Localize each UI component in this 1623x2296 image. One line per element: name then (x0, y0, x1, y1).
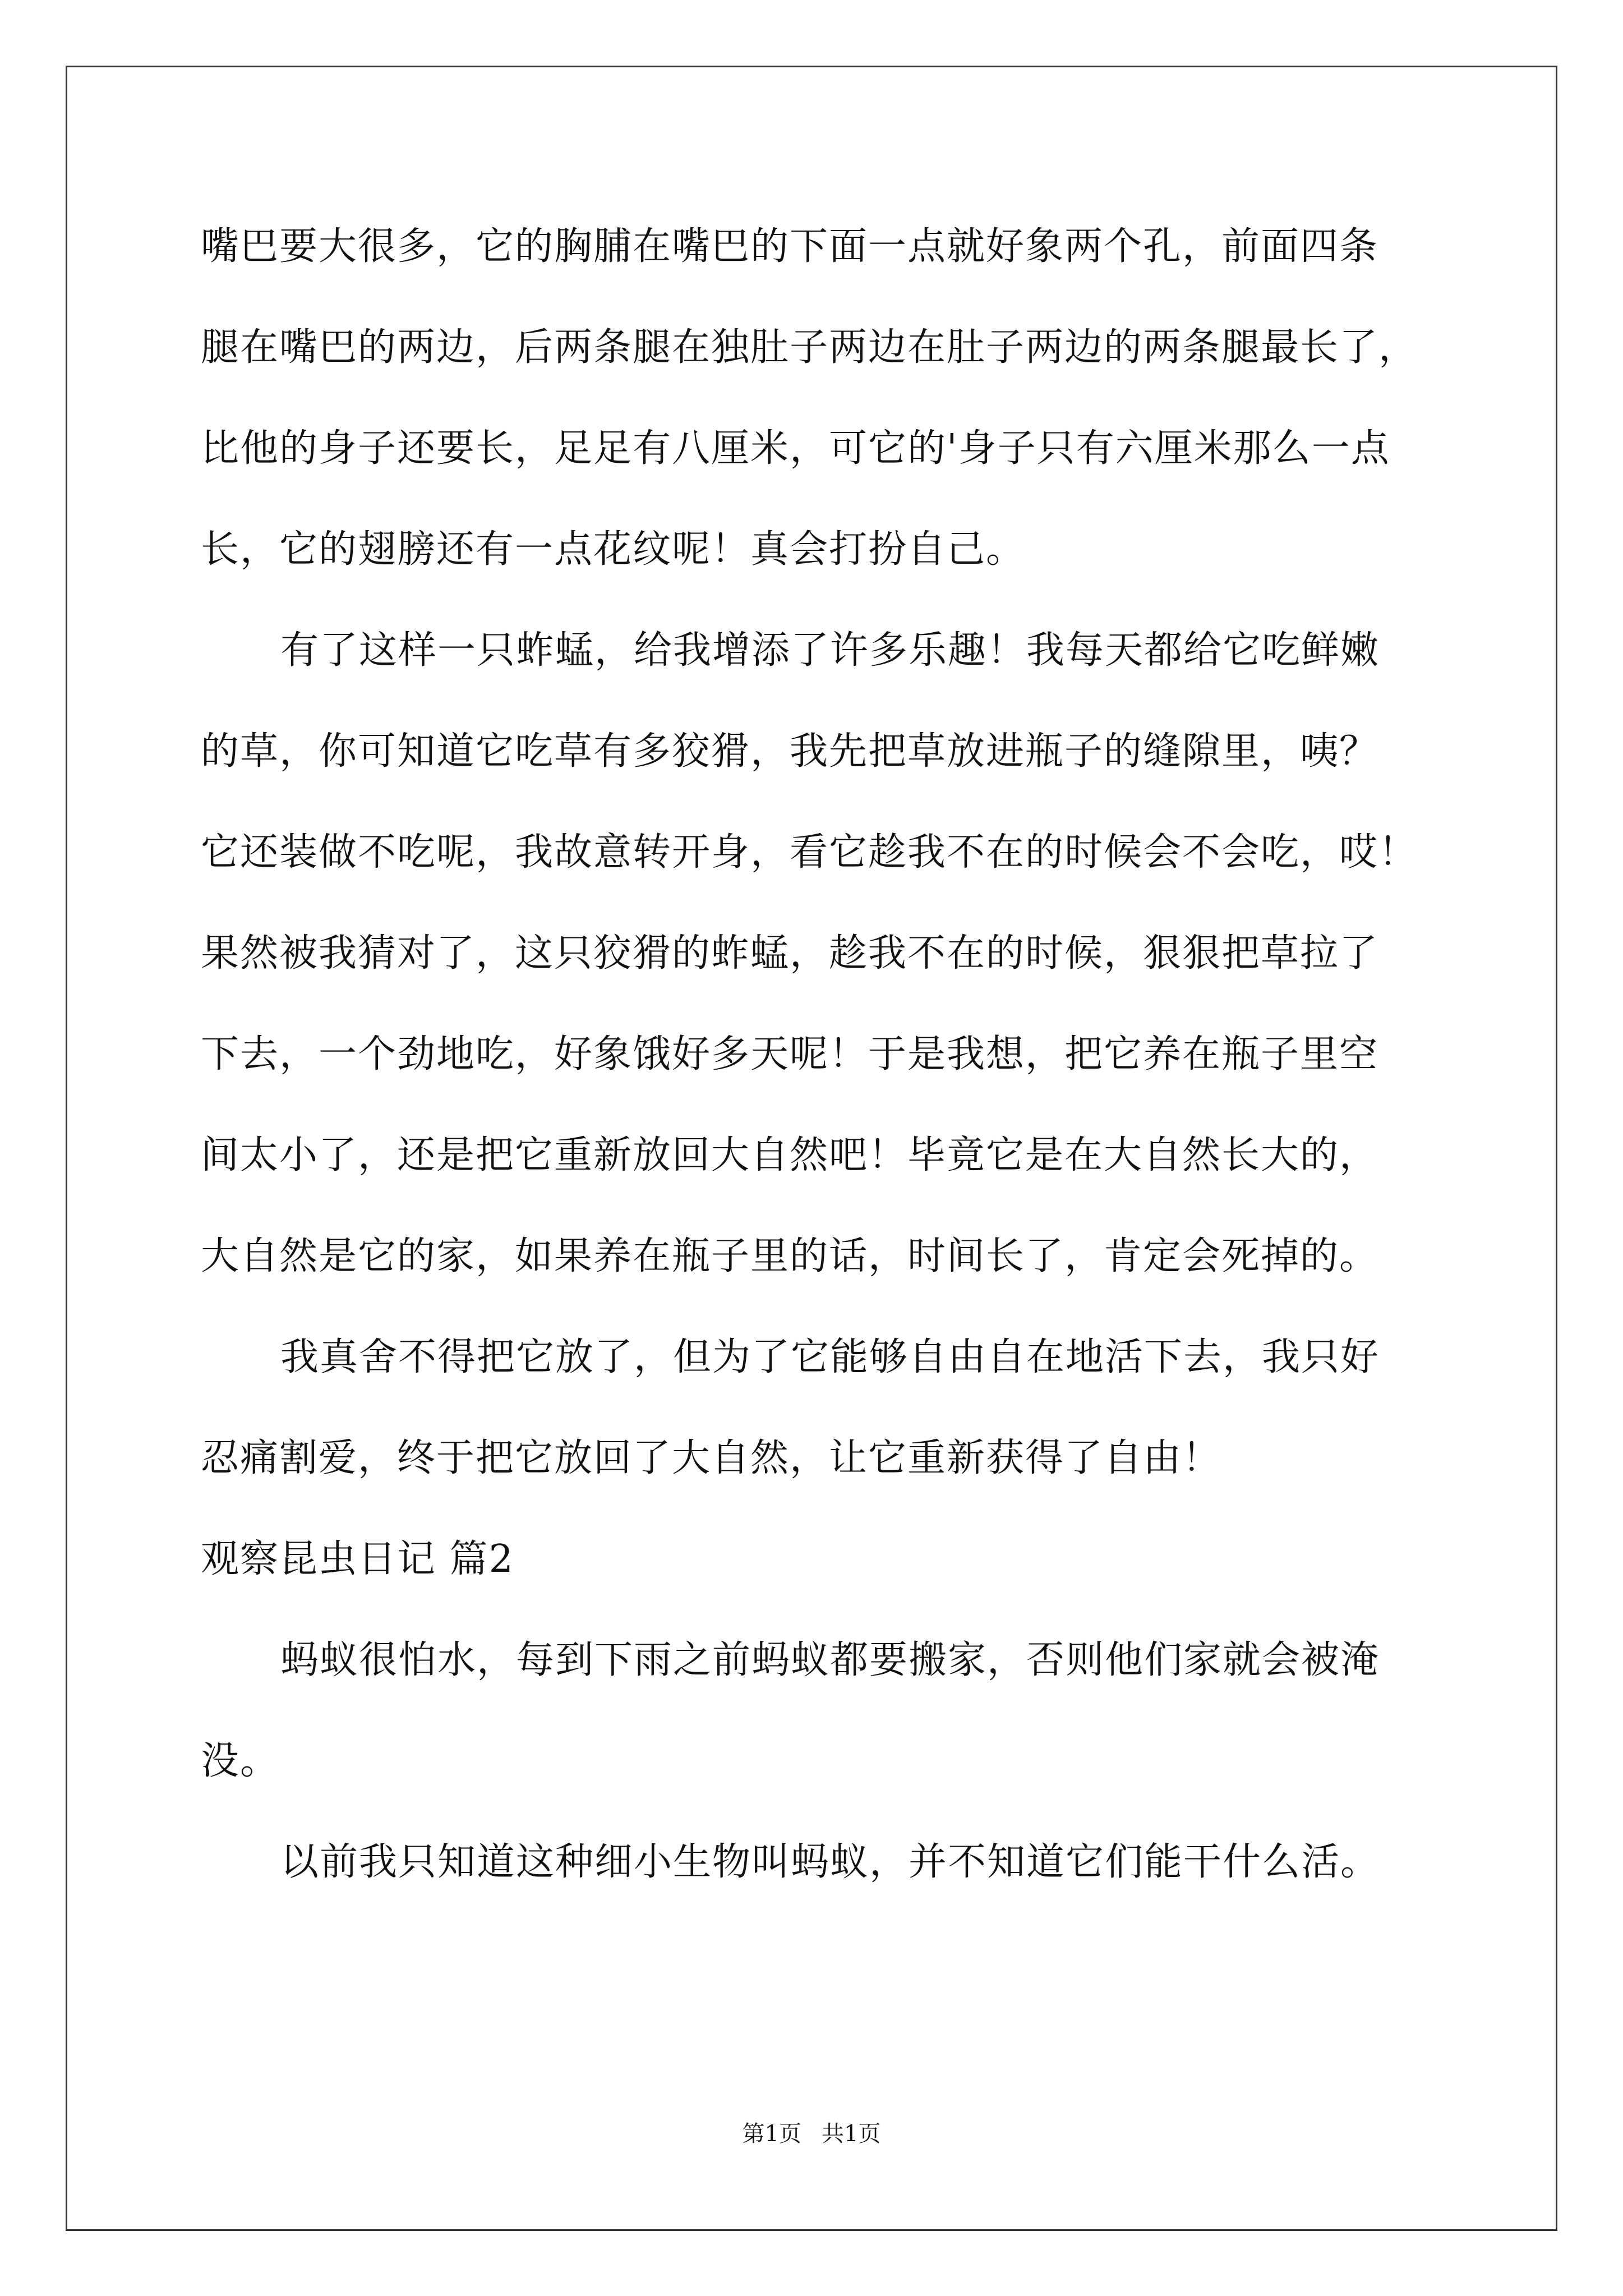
paragraph-first-line: 以前我只知道这种细小生物叫蚂蚁，并不知道它们能干什么活。 (280, 1840, 1380, 1884)
text-line: 的草，你可知道它吃草有多狡猾，我先把草放进瓶子的缝隙里，咦？ (201, 729, 1379, 774)
text-line: 比他的身子还要长，足足有八厘米，可它的'身子只有六厘米那么一点 (201, 426, 1390, 471)
text-line: 它还装做不吃呢，我故意转开身，看它趁我不在的时候会不会吃，哎！ (201, 830, 1418, 875)
page-number: 第1页 (742, 2121, 801, 2147)
paragraph-first-line: 蚂蚁很怕水，每到下雨之前蚂蚁都要搬家，否则他们家就会被淹 (280, 1638, 1380, 1682)
text-line: 忍痛割爱，终于把它放回了大自然，让它重新获得了自由！ (201, 1436, 1222, 1480)
text-line: 果然被我猜对了，这只狡猾的蚱蜢，趁我不在的时候，狠狠把草拉了 (201, 931, 1379, 976)
text-line: 没。 (201, 1739, 280, 1783)
text-line: 间太小了，还是把它重新放回大自然吧！毕竟它是在大自然长大的， (201, 1133, 1379, 1177)
page-total: 共1页 (822, 2121, 881, 2147)
page-footer (0, 2120, 1623, 2147)
paragraph-first-line: 有了这样一只蚱蜢，给我增添了许多乐趣！我每天都给它吃鲜嫩 (280, 628, 1380, 673)
paragraph-first-line: 我真舍不得把它放了，但为了它能够自由自在地活下去，我只好 (280, 1335, 1380, 1379)
text-line: 腿在嘴巴的两边，后两条腿在独肚子两边在肚子两边的两条腿最长了， (201, 325, 1418, 370)
section-heading: 观察昆虫日记 篇2 (201, 1537, 514, 1581)
text-line: 大自然是它的家，如果养在瓶子里的话，时间长了，肯定会死掉的。 (201, 1234, 1379, 1278)
text-line: 长，它的翅膀还有一点花纹呢！真会打扮自己。 (201, 527, 1026, 572)
text-line: 嘴巴要大很多，它的胸脯在嘴巴的下面一点就好象两个孔，前面四条 (201, 224, 1379, 269)
text-line: 下去，一个劲地吃，好象饿好多天呢！于是我想，把它养在瓶子里空 (201, 1032, 1379, 1076)
